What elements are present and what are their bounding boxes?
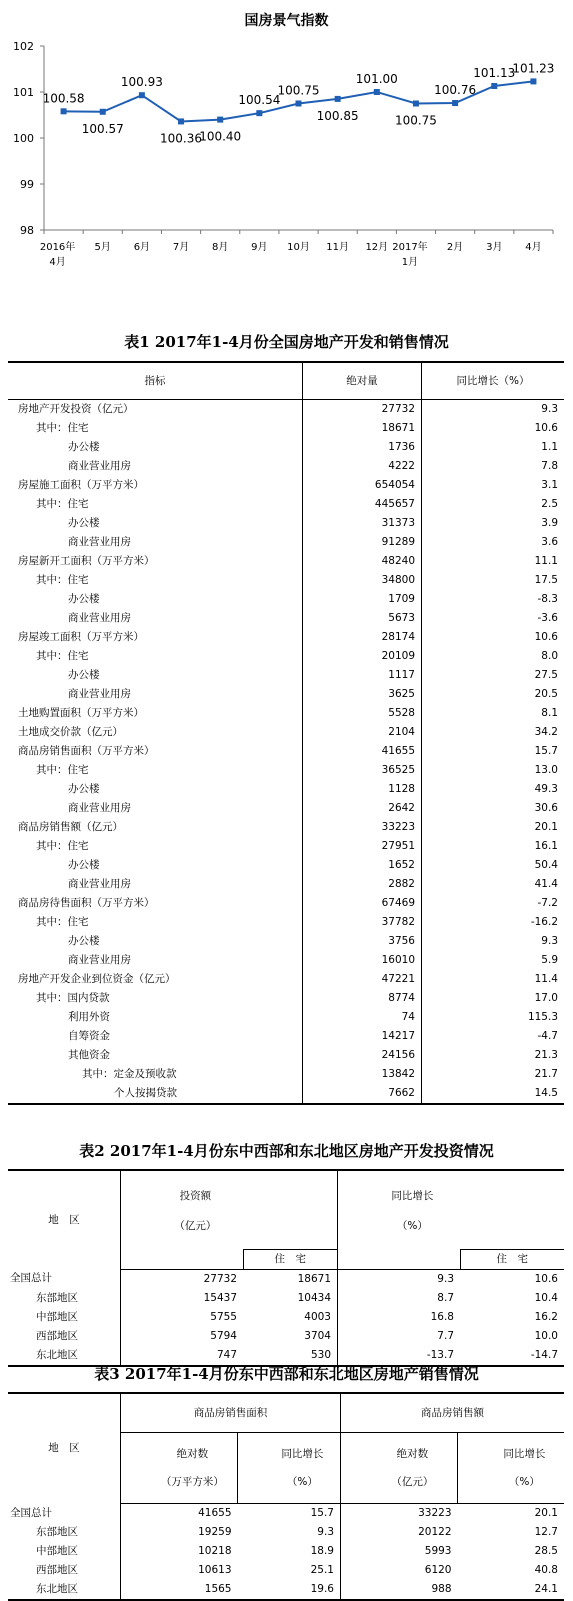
table1-row-value: 654054 (303, 476, 422, 495)
data-label: 101.23 (512, 61, 555, 76)
table1-row (8, 1065, 564, 1084)
table2 (8, 1169, 564, 1367)
table3-cell-area: 41655 (121, 1504, 238, 1524)
table1-row (8, 837, 564, 856)
table1-row-label: 利用外资 (68, 1011, 110, 1023)
table1-row-label: 土地成交价款（亿元） (18, 726, 123, 738)
table1-row-value: 5528 (303, 704, 422, 723)
table1-row-growth: 14.5 (422, 1084, 565, 1104)
table3-cell-sales: 988 (341, 1580, 458, 1600)
table1-row (8, 970, 564, 989)
table1-row (8, 799, 564, 818)
table3-cell-region: 东部地区 (36, 1526, 78, 1538)
table3-cell-area-growth: 18.9 (310, 1545, 334, 1557)
table3-cell-region: 中部地区 (36, 1545, 78, 1557)
table1-row (8, 1008, 564, 1027)
table2-cell-invest-res: 3704 (304, 1329, 331, 1342)
y-tick-label: 99 (20, 178, 34, 191)
table1-row-growth: 115.3 (422, 1008, 565, 1027)
table1-row-value: 7662 (303, 1084, 422, 1104)
table2-row (8, 1308, 564, 1327)
table3-cell-region: 东北地区 (36, 1583, 78, 1595)
table3-cell-sales-growth: 40.8 (534, 1564, 558, 1576)
table1-row-label: 房屋竣工面积（万平方米） (18, 631, 144, 643)
table1-row (8, 951, 564, 970)
data-label: 100.93 (120, 75, 163, 90)
table1-header-indicator: 指标 (8, 362, 303, 400)
table1-row-value: 24156 (303, 1046, 422, 1065)
table1-row-value: 1117 (303, 666, 422, 685)
table3-row (8, 1580, 564, 1600)
y-tick-label: 102 (13, 40, 34, 53)
x-tick-label: 2017年 (392, 242, 428, 253)
table1-row-label: 商业营业用房 (68, 460, 131, 472)
table2-cell-region: 中部地区 (36, 1310, 78, 1323)
table1-row-label: 其中：住宅 (36, 422, 89, 434)
table2-cell-invest-res: 18671 (297, 1272, 331, 1285)
table1-row-growth: 50.4 (422, 856, 565, 875)
table2-body (8, 1269, 564, 1366)
table1-row-label: 办公楼 (68, 783, 100, 795)
table1-row (8, 438, 564, 457)
table3-area-growth-label: 同比增长 (281, 1448, 324, 1460)
table1-row (8, 818, 564, 837)
table2-invest-unit: （亿元） (174, 1220, 217, 1232)
table3-region-header: 地 区 (48, 1442, 80, 1455)
table1-row-label: 商品房销售额（亿元） (18, 821, 123, 833)
table2-cell-invest: 747 (121, 1346, 244, 1366)
data-point (374, 89, 380, 95)
table3-cell-sales-growth: 12.7 (534, 1526, 558, 1538)
data-label: 100.76 (434, 83, 477, 98)
table1-row (8, 609, 564, 628)
table1-row (8, 495, 564, 514)
table3-sales-growth-label: 同比增长 (503, 1448, 546, 1460)
table3-area-header: 商品房销售面积 (121, 1393, 341, 1433)
table1-row-value: 74 (303, 1008, 422, 1027)
table1-row-label: 办公楼 (68, 935, 100, 947)
table1-row-value: 1128 (303, 780, 422, 799)
table1-row-value: 37782 (303, 913, 422, 932)
data-point (100, 109, 106, 115)
table1-row (8, 685, 564, 704)
data-point (335, 96, 341, 102)
x-tick-label: 10月 (287, 242, 310, 253)
table1-row-growth: 17.0 (422, 989, 565, 1008)
table1-row-growth: 16.1 (422, 837, 565, 856)
table1-row-value: 1709 (303, 590, 422, 609)
table1-row-growth: -16.2 (422, 913, 565, 932)
table1-row-label: 自筹资金 (68, 1030, 110, 1042)
table1-row-growth: 1.1 (422, 438, 565, 457)
x-tick-label: 7月 (172, 242, 190, 253)
x-tick-label: 1月 (401, 257, 419, 268)
data-label: 101.00 (355, 72, 398, 86)
table1-row (8, 1027, 564, 1046)
table1-row-growth: 30.6 (422, 799, 565, 818)
chart-title: 国房景气指数 (244, 13, 329, 29)
table1-row-growth: 13.0 (422, 761, 565, 780)
table3-cell-area: 19259 (121, 1523, 238, 1542)
table1-row (8, 419, 564, 438)
table3-row (8, 1504, 564, 1524)
table2-region-header: 地 区 (48, 1213, 80, 1226)
table1-row-value: 20109 (303, 647, 422, 666)
table3-cell-sales-growth: 24.1 (534, 1583, 558, 1595)
data-point (178, 118, 184, 124)
y-tick-label: 100 (13, 132, 34, 145)
table2-sub-header-invest: 住 宅 (243, 1249, 338, 1269)
table1-row-growth: 10.6 (422, 628, 565, 647)
table3-sales-growth-header (458, 1433, 565, 1504)
table1-row-value: 3625 (303, 685, 422, 704)
table1-row-growth: 9.3 (422, 400, 565, 420)
table3-cell-sales: 6120 (341, 1561, 458, 1580)
table3-cell-region: 全国总计 (10, 1506, 52, 1519)
table1-row (8, 571, 564, 590)
table1-row-growth: 15.7 (422, 742, 565, 761)
table3-area-growth-header (238, 1433, 341, 1504)
table1-row-growth: 34.2 (422, 723, 565, 742)
data-point (256, 110, 262, 116)
table3-row (8, 1542, 564, 1561)
table1-row-label: 其中：国内贷款 (36, 992, 110, 1004)
table2-sub-header-growth: 住 宅 (460, 1249, 564, 1269)
table3-cell-area-growth: 19.6 (310, 1583, 334, 1595)
table1-row (8, 666, 564, 685)
data-label: 100.85 (316, 108, 359, 123)
table2-cell-growth-res: 10.0 (534, 1329, 558, 1342)
x-tick-label: 8月 (212, 242, 229, 253)
table1-row-label: 商业营业用房 (68, 878, 131, 890)
table1-row (8, 1046, 564, 1065)
table1-row (8, 761, 564, 780)
table1-row (8, 1084, 564, 1104)
table2-invest-label: 投资额 (179, 1190, 212, 1202)
table1-header-absolute: 绝对量 (303, 362, 422, 400)
table2-cell-growth-res: 10.6 (534, 1272, 558, 1285)
table1-row (8, 989, 564, 1008)
x-tick-label: 5月 (94, 242, 111, 253)
data-point (139, 92, 145, 98)
table2-cell-growth: 9.3 (338, 1269, 461, 1289)
table1-row-growth: 27.5 (422, 666, 565, 685)
data-label: 100.54 (238, 93, 281, 108)
data-point (217, 117, 223, 123)
table3-cell-area-growth: 25.1 (310, 1564, 334, 1576)
table1-row-label: 房地产开发投资（亿元） (18, 403, 134, 415)
table2-row (8, 1269, 564, 1289)
data-point (530, 78, 536, 84)
table3-cell-sales: 5993 (341, 1542, 458, 1561)
table2-cell-region: 西部地区 (36, 1329, 78, 1342)
table1-row-growth: 11.1 (422, 552, 565, 571)
table1-row-growth: 17.5 (422, 571, 565, 590)
table1-row-growth: 8.0 (422, 647, 565, 666)
table1-row-growth: 2.5 (422, 495, 565, 514)
data-label: 100.57 (81, 121, 124, 136)
table3-cell-area-growth: 15.7 (310, 1507, 334, 1519)
table3-sales-header: 商品房销售额 (341, 1393, 565, 1433)
x-tick-label: 4月 (525, 242, 542, 253)
table1-header-growth: 同比增长（%） (422, 362, 565, 400)
table3-cell-sales: 20122 (341, 1523, 458, 1542)
data-label: 100.75 (277, 83, 320, 98)
table1-row (8, 476, 564, 495)
table1-row-value: 2642 (303, 799, 422, 818)
table1-row-label: 其中：住宅 (36, 840, 89, 852)
data-point (452, 100, 458, 106)
table1-row-value: 34800 (303, 571, 422, 590)
table1-row (8, 742, 564, 761)
data-point (413, 101, 419, 107)
table1-row-growth: -4.7 (422, 1027, 565, 1046)
table1-body (8, 400, 564, 1105)
table1-row-label: 商业营业用房 (68, 536, 131, 548)
table1-row (8, 533, 564, 552)
table2-invest-header (121, 1170, 244, 1249)
table3-body (8, 1504, 564, 1601)
table1-row-label: 房屋新开工面积（万平方米） (18, 555, 155, 567)
table1-row-growth: -7.2 (422, 894, 565, 913)
table3-sales-growth-unit: （%） (508, 1476, 540, 1488)
table2-cell-growth-res: -14.7 (530, 1348, 558, 1361)
table1-row (8, 932, 564, 951)
table1-row (8, 514, 564, 533)
table2-cell-invest-res: 530 (310, 1348, 331, 1361)
table1-row (8, 913, 564, 932)
table1-row (8, 856, 564, 875)
table1-row-value: 2882 (303, 875, 422, 894)
data-label: 100.75 (394, 113, 437, 128)
table1-row-value: 36525 (303, 761, 422, 780)
table1-row-value: 41655 (303, 742, 422, 761)
table1-row-value: 28174 (303, 628, 422, 647)
table3-title: 表3 2017年1-4月份东中西部和东北地区房地产销售情况 (94, 1365, 479, 1383)
data-point (491, 83, 497, 89)
table3-area-abs-header (121, 1433, 238, 1504)
table1-row-label: 其中：住宅 (36, 574, 89, 586)
table1-row-growth: 11.4 (422, 970, 565, 989)
table1-row-value: 445657 (303, 495, 422, 514)
table1-row-value: 8774 (303, 989, 422, 1008)
table3-row (8, 1523, 564, 1542)
table1-row-value: 91289 (303, 533, 422, 552)
table1-row-label: 其中：住宅 (36, 764, 89, 776)
table1-row-label: 商品房销售面积（万平方米） (18, 745, 155, 757)
table1-row (8, 704, 564, 723)
data-label: 100.40 (199, 129, 242, 144)
x-tick-label: 6月 (133, 242, 151, 253)
table1-row (8, 457, 564, 476)
table1-row-label: 其中：定金及预收款 (82, 1068, 177, 1080)
table1-row-label: 办公楼 (68, 593, 100, 605)
table1-row-label: 办公楼 (68, 859, 100, 871)
table3-sales-unit: （亿元） (391, 1476, 434, 1488)
table1-row-growth: 3.1 (422, 476, 565, 495)
table1-row-value: 16010 (303, 951, 422, 970)
table1-row-growth: -8.3 (422, 590, 565, 609)
table3-sales-abs-header (341, 1433, 458, 1504)
table2-cell-invest-res: 10434 (297, 1291, 331, 1304)
table1-row-label: 其中：住宅 (36, 650, 89, 662)
table3-cell-area: 10218 (121, 1542, 238, 1561)
table1-row-growth: 21.7 (422, 1065, 565, 1084)
table1-row-label: 办公楼 (68, 517, 100, 529)
table1-row-growth: 5.9 (422, 951, 565, 970)
table2-cell-growth: 7.7 (338, 1327, 461, 1346)
table1-row-label: 商业营业用房 (68, 612, 131, 624)
table1-row-label: 其他资金 (68, 1049, 110, 1061)
table2-cell-growth: 8.7 (338, 1289, 461, 1308)
table1-row-label: 其中：住宅 (36, 916, 89, 928)
table1-row-label: 其中：住宅 (36, 498, 89, 510)
table1-row-label: 个人按揭贷款 (114, 1087, 177, 1099)
table1-row-label: 商业营业用房 (68, 954, 131, 966)
table1-row-label: 办公楼 (68, 669, 100, 681)
table2-cell-region: 东北地区 (36, 1348, 78, 1361)
table1-row-label: 商业营业用房 (68, 688, 131, 700)
table2-growth-header (338, 1170, 461, 1249)
table1-row-value: 31373 (303, 514, 422, 533)
table2-growth-label: 同比增长 (391, 1190, 434, 1202)
table3-cell-area-growth: 9.3 (317, 1526, 334, 1538)
x-tick-label: 4月 (49, 257, 66, 268)
table1-row-growth: 3.9 (422, 514, 565, 533)
table1-row-value: 47221 (303, 970, 422, 989)
data-label: 100.36 (160, 131, 203, 146)
table1-row-growth: 9.3 (422, 932, 565, 951)
table3-area-unit: （万平方米） (160, 1476, 224, 1488)
table2-cell-invest: 27732 (121, 1269, 244, 1289)
data-point (296, 101, 302, 107)
table3-cell-region: 西部地区 (36, 1564, 78, 1576)
table3-cell-area: 10613 (121, 1561, 238, 1580)
table2-cell-invest: 5755 (121, 1308, 244, 1327)
table1-row (8, 400, 564, 420)
table3-row (8, 1561, 564, 1580)
y-tick-label: 101 (13, 86, 34, 99)
table1-row-growth: 7.8 (422, 457, 565, 476)
table1-row-value: 13842 (303, 1065, 422, 1084)
table3-cell-sales-growth: 28.5 (534, 1545, 558, 1557)
table1-row-label: 商业营业用房 (68, 802, 131, 814)
table1-row-value: 33223 (303, 818, 422, 837)
data-label: 100.58 (42, 91, 85, 106)
table1-row (8, 780, 564, 799)
table1-row-value: 27951 (303, 837, 422, 856)
x-tick-label: 12月 (365, 242, 389, 253)
table2-growth-unit: （%） (396, 1220, 428, 1232)
table1-row-value: 67469 (303, 894, 422, 913)
table1-row-value: 5673 (303, 609, 422, 628)
table1-row-label: 房地产开发企业到位资金（亿元） (18, 973, 176, 985)
table1-row-growth: 10.6 (422, 419, 565, 438)
table1-row-growth: 20.1 (422, 818, 565, 837)
table1-row-growth: 20.5 (422, 685, 565, 704)
table2-cell-growth-res: 16.2 (534, 1310, 558, 1323)
table1-header-row (8, 362, 564, 400)
table1-row-value: 1652 (303, 856, 422, 875)
table1-row (8, 647, 564, 666)
x-tick-label: 2016年 (39, 242, 76, 253)
table1-row (8, 723, 564, 742)
table1-row (8, 875, 564, 894)
table1-row-value: 18671 (303, 419, 422, 438)
data-label: 101.13 (473, 66, 516, 81)
table1-row-value: 48240 (303, 552, 422, 571)
index-chart (0, 0, 573, 275)
table1-row (8, 552, 564, 571)
table1-row-growth: 41.4 (422, 875, 565, 894)
table2-row (8, 1327, 564, 1346)
table1-row (8, 894, 564, 913)
table1-row-growth: 21.3 (422, 1046, 565, 1065)
table2-cell-growth-res: 10.4 (534, 1291, 558, 1304)
table3-sales-abs-label: 绝对数 (396, 1448, 429, 1460)
table3-cell-sales-growth: 20.1 (534, 1507, 558, 1519)
table1 (8, 361, 564, 1105)
table1-row-value: 27732 (303, 400, 422, 420)
table3-cell-area: 1565 (121, 1580, 238, 1600)
table1-row-value: 3756 (303, 932, 422, 951)
table1-row (8, 590, 564, 609)
table1-row-label: 房屋施工面积（万平方米） (18, 479, 144, 491)
table1-row-growth: 49.3 (422, 780, 565, 799)
table3-cell-sales: 33223 (341, 1504, 458, 1524)
table1-title: 表1 2017年1-4月份全国房地产开发和销售情况 (124, 333, 449, 351)
table2-header-row (8, 1170, 564, 1249)
x-tick-label: 9月 (251, 242, 268, 253)
table2-cell-region: 东部地区 (36, 1291, 78, 1304)
table3-area-abs-label: 绝对数 (176, 1448, 209, 1460)
table1-row-value: 4222 (303, 457, 422, 476)
table1-row-label: 商品房待售面积（万平方米） (18, 897, 155, 909)
table2-cell-growth: 16.8 (338, 1308, 461, 1327)
table3-area-growth-unit: （%） (286, 1476, 318, 1488)
table1-row-growth: 3.6 (422, 533, 565, 552)
table1-row-growth: 8.1 (422, 704, 565, 723)
x-tick-label: 2月 (446, 242, 464, 253)
table1-row-growth: -3.6 (422, 609, 565, 628)
table1-row-label: 办公楼 (68, 441, 100, 453)
table1-row (8, 628, 564, 647)
table2-row (8, 1289, 564, 1308)
x-tick-label: 3月 (486, 242, 503, 253)
table1-row-value: 14217 (303, 1027, 422, 1046)
table1-row-value: 2104 (303, 723, 422, 742)
x-tick-label: 11月 (326, 242, 350, 253)
table1-row-value: 1736 (303, 438, 422, 457)
table2-title: 表2 2017年1-4月份东中西部和东北地区房地产开发投资情况 (79, 1142, 494, 1160)
data-point (61, 108, 67, 114)
table1-row-label: 土地购置面积（万平方米） (18, 707, 144, 719)
table2-cell-invest-res: 4003 (304, 1310, 331, 1323)
table3 (8, 1392, 564, 1601)
table2-cell-region: 全国总计 (10, 1272, 52, 1285)
table2-cell-invest: 5794 (121, 1327, 244, 1346)
table2-cell-invest: 15437 (121, 1289, 244, 1308)
chart-svg (0, 0, 573, 275)
y-tick-label: 98 (20, 224, 34, 237)
table2-cell-growth: -13.7 (338, 1346, 461, 1366)
